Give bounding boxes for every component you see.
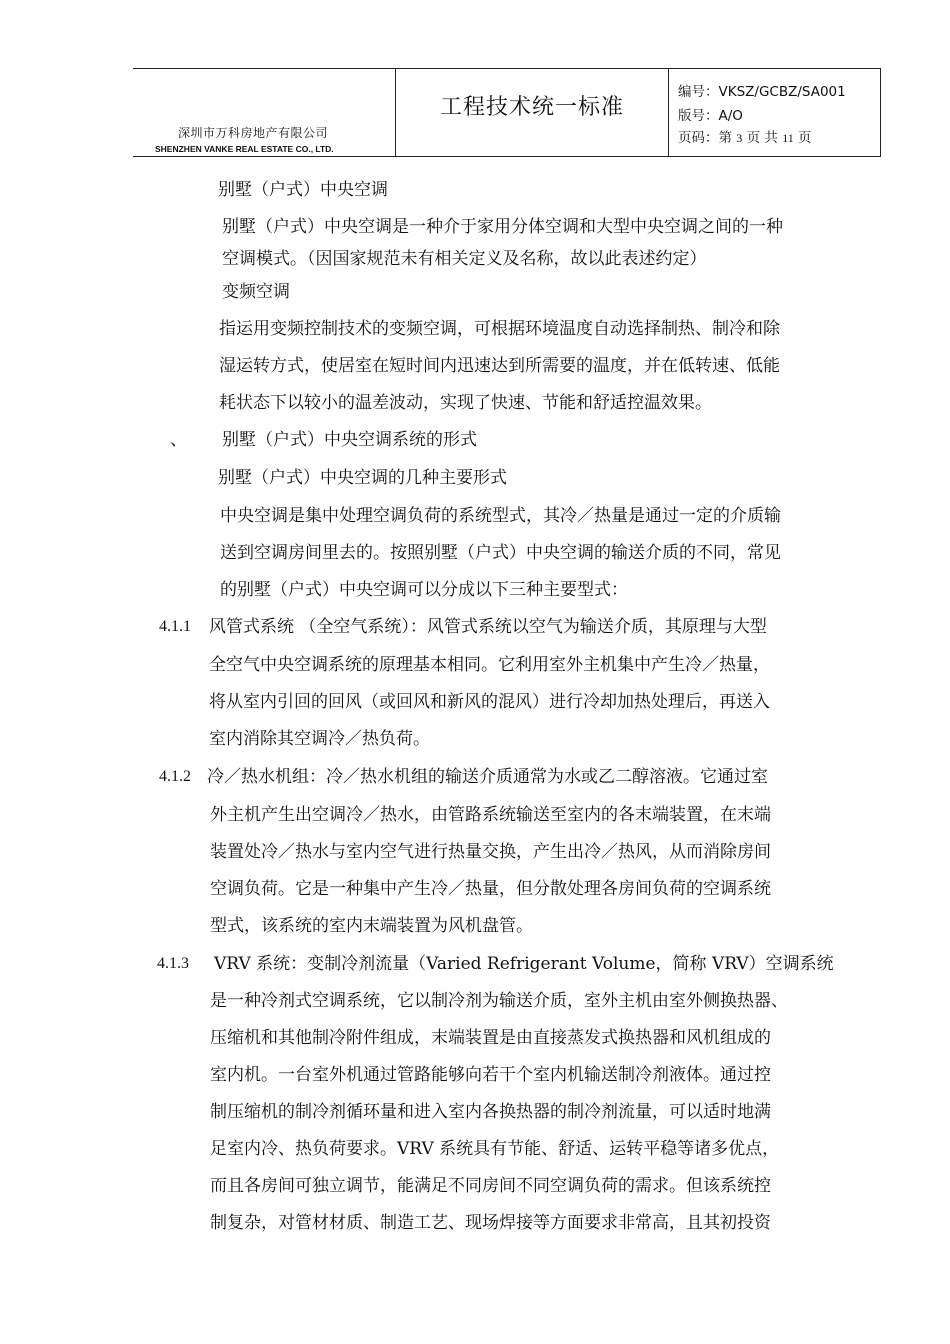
section-number: 4.1.2 [159, 768, 191, 785]
text-line: 指运用变频控制技术的变频空调，可根据环境温度自动选择制热、制冷和除 [219, 319, 780, 339]
text-line: 将从室内引回的回风（或回风和新风的混风）进行冷却加热处理后，再送入 [209, 692, 770, 712]
text-line: 制复杂，对管材材质、制造工艺、现场焊接等方面要求非常高，且其初投资 [210, 1213, 771, 1233]
heading-villa-ac: 别墅（户式）中央空调 [218, 180, 388, 200]
heading-system-forms: 别墅（户式）中央空调系统的形式 [222, 430, 477, 450]
doc-page-total: 11 [782, 131, 794, 145]
text-line: 是一种冷剂式空调系统，它以制冷剂为输送介质，室外主机由室外侧换热器、 [210, 991, 788, 1011]
text-line: VRV 系统：变制冷剂流量（Varied Refrigerant Volume，简称 VRV）空调系统 [214, 954, 834, 974]
doc-version [678, 104, 743, 124]
document-title: 工程技术统一标准 [439, 95, 624, 120]
heading-inverter-ac: 变频空调 [222, 282, 290, 302]
text-line: 外主机产生出空调冷／热水，由管路系统输送至室内的各末端装置，在末端 [210, 805, 771, 825]
doc-version-value: A/O [718, 108, 743, 124]
text-line: 空调模式。（因国家规范未有相关定义及名称，故以此表述约定） [222, 249, 707, 269]
text-line: 压缩机和其他制冷附件组成，末端装置是由直接蒸发式换热器和风机组成的 [210, 1028, 771, 1048]
doc-page-prefix: 第 [718, 130, 732, 146]
section-number: 4.1.3 [157, 955, 189, 972]
doc-page-current: 3 [736, 131, 743, 145]
text-line: 送到空调房间里去的。按照别墅（户式）中央空调的输送介质的不同，常见 [220, 543, 781, 563]
section-number: 4.1.1 [159, 618, 191, 635]
header-divider-right [668, 69, 669, 156]
doc-page-suffix: 页 [798, 130, 812, 146]
list-mark: 、 [170, 430, 187, 450]
text-line: 风管式系统 （全空气系统）：风管式系统以空气为输送介质，其原理与大型 [209, 617, 767, 637]
doc-page-label: 页码： [678, 130, 719, 146]
doc-page-mid: 页 共 [746, 130, 778, 146]
text-line: 耗状态下以较小的温差波动，实现了快速、节能和舒适控温效果。 [219, 393, 712, 413]
doc-code [678, 80, 846, 100]
text-line: 全空气中央空调系统的原理基本相同。它利用室外主机集中产生冷／热量， [209, 655, 770, 675]
text-line: 室内消除其空调冷／热负荷。 [209, 729, 430, 749]
doc-version-label: 版号： [678, 108, 719, 124]
text-line: 的别墅（户式）中央空调可以分成以下三种主要型式： [220, 580, 628, 600]
text-line: 室内机。一台室外机通过管路能够向若干个室内机输送制冷剂液体。通过控 [210, 1065, 771, 1085]
doc-code-label: 编号： [678, 84, 719, 100]
text-line: 冷／热水机组：冷／热水机组的输送介质通常为水或乙二醇溶液。它通过室 [207, 767, 768, 787]
text-line: 足室内冷、热负荷要求。VRV 系统具有节能、舒适、运转平稳等诸多优点， [210, 1139, 780, 1159]
text-line: 而且各房间可独立调节，能满足不同房间不同空调负荷的需求。但该系统控 [210, 1176, 771, 1196]
company-name-en: SHENZHEN VANKE REAL ESTATE CO., LTD. [155, 144, 334, 154]
text-line: 湿运转方式，使居室在短时间内迅速达到所需要的温度，并在低转速、低能 [219, 356, 780, 376]
text-line: 别墅（户式）中央空调是一种介于家用分体空调和大型中央空调之间的一种 [222, 217, 783, 237]
text-line: 制压缩机的制冷剂循环量和进入室内各换热器的制冷剂流量，可以适时地满 [210, 1102, 771, 1122]
doc-code-value: VKSZ/GCBZ/SA001 [718, 84, 846, 100]
text-line: 型式，该系统的室内末端装置为风机盘管。 [210, 916, 533, 936]
text-line: 空调负荷。它是一种集中产生冷／热量，但分散处理各房间负荷的空调系统 [210, 879, 771, 899]
heading-main-forms: 别墅（户式）中央空调的几种主要形式 [218, 468, 507, 488]
text-line: 中央空调是集中处理空调负荷的系统型式，其冷／热量是通过一定的介质输 [220, 506, 781, 526]
text-line: 装置处冷／热水与室内空气进行热量交换，产生出冷／热风，从而消除房间 [210, 842, 771, 862]
doc-page [678, 126, 812, 146]
company-name-cn: 深圳市万科房地产有限公司 [178, 126, 329, 140]
